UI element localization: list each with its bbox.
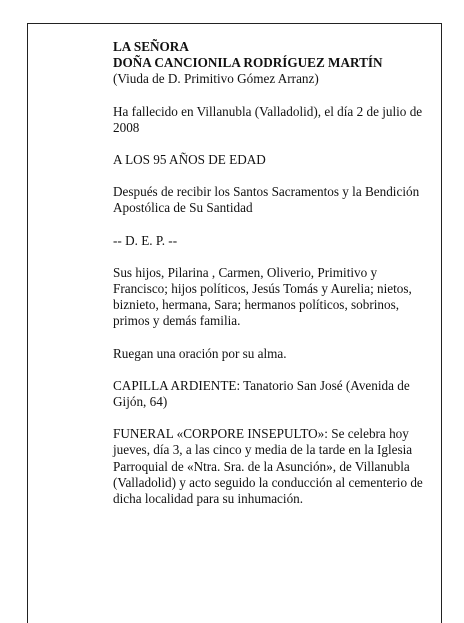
prayer-paragraph: Ruegan una oración por su alma.	[113, 345, 287, 361]
chapel-paragraph: CAPILLA ARDIENTE: Tanatorio San José (Avenida de Gijón, 64)	[113, 377, 410, 410]
rip-paragraph: -- D. E. P. --	[113, 232, 178, 248]
passed-away-paragraph: Ha fallecido en Villanubla (Valladolid), el día 2 de julio de 2008	[113, 103, 423, 135]
deceased-name: DOÑA CANCIONILA RODRÍGUEZ MARTÍN	[113, 55, 383, 71]
title-line-1: LA SEÑORA	[113, 39, 189, 54]
funeral-paragraph: FUNERAL «CORPORE INSEPULTO»: Se celebra hoy jueves, día 3, a las cinco y media de la tarde en la Iglesia Parroquial de «Ntra. Sra. de la Asunción», de Villanubla (Valladolid) y acto seguido la conducción al cementerio de dicha localidad para su inhumación.	[113, 426, 423, 507]
obituary-notice	[113, 39, 431, 523]
sacraments-paragraph: Después de recibir los Santos Sacramentos y la Bendición Apostólica de Su Santidad	[113, 184, 420, 216]
family-paragraph: Sus hijos, Pilarina , Carmen, Oliverio, Primitivo y Francisco; hijos políticos, Jesús Tomás y Aurelia; nietos, biznieto, hermana, Sara; hermanos políticos, sobrinos, primos y demás familia.	[113, 264, 412, 329]
notice-header	[113, 39, 431, 88]
age-paragraph: A LOS 95 AÑOS DE EDAD	[113, 152, 266, 168]
widow-line: (Viuda de D. Primitivo Gómez Arranz)	[113, 71, 319, 87]
